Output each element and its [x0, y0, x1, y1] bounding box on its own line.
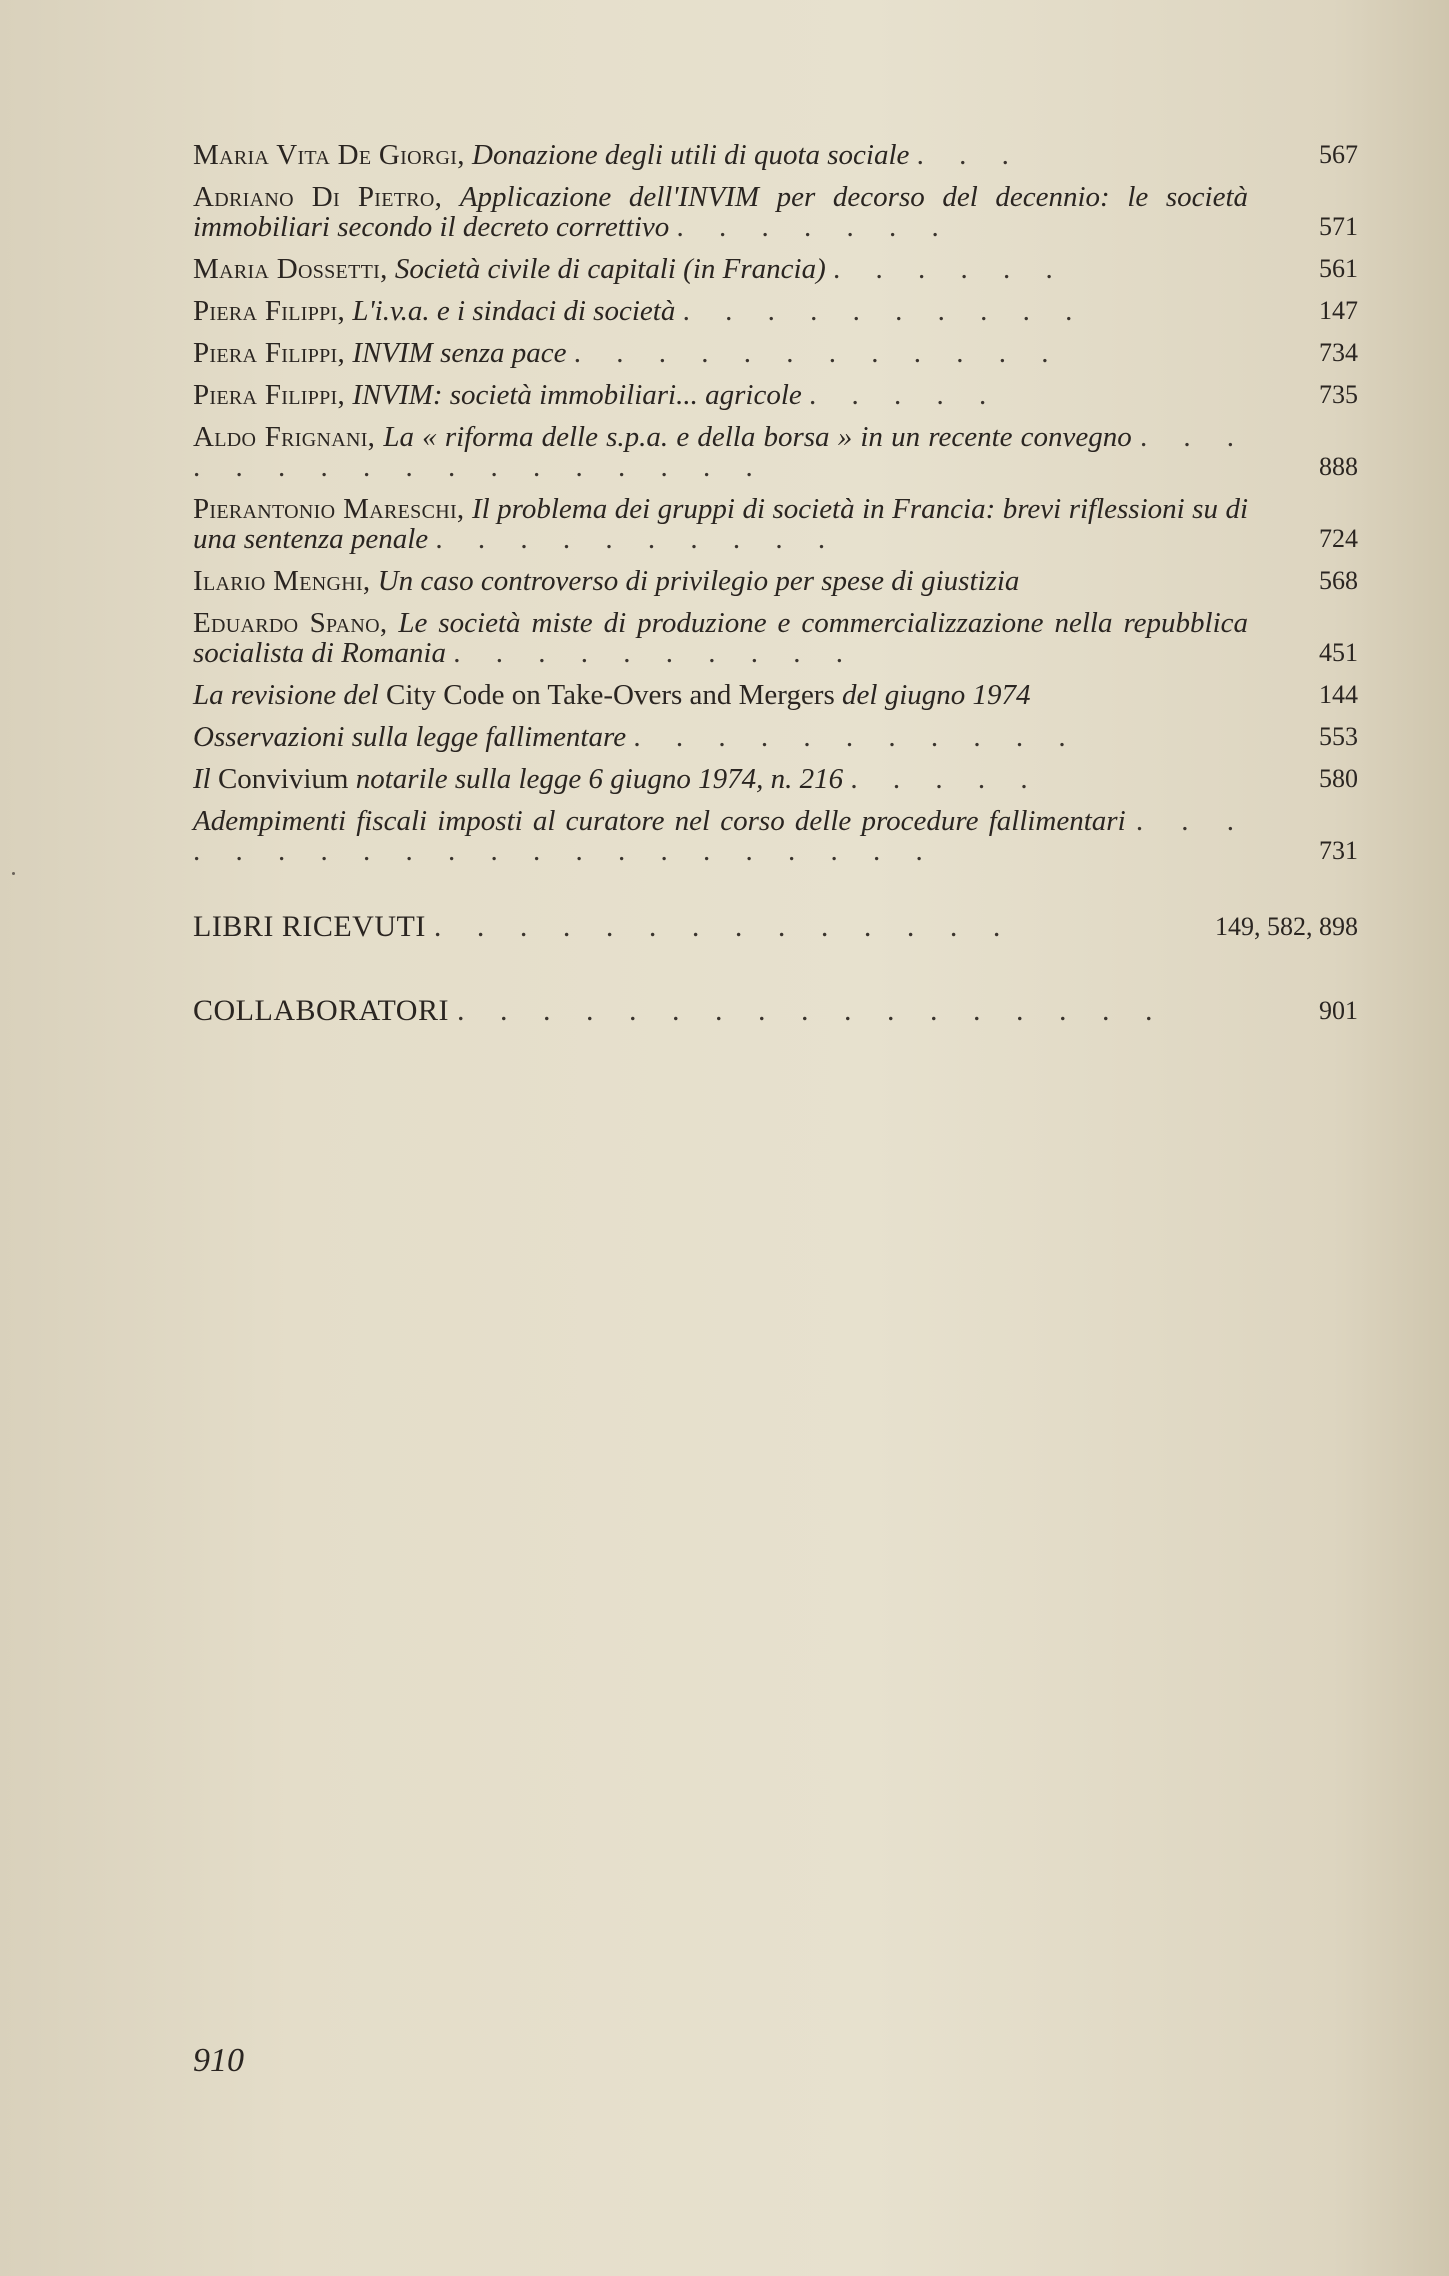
index-entry — [193, 296, 1358, 326]
page-number: 734 — [1319, 338, 1358, 367]
index-list — [193, 140, 1358, 1026]
section-libri-ricevuti — [193, 912, 1358, 942]
index-entry — [193, 608, 1358, 668]
dot-leader: . . . . . . . . . . . . — [573, 337, 1063, 369]
entry-author: Maria Dossetti, — [193, 253, 388, 285]
dot-leader: . . . . . . . — [676, 211, 953, 243]
page-number: 567 — [1319, 140, 1358, 169]
entry-title: Donazione degli utili di quota sociale — [472, 139, 910, 171]
entry-title: L'i.v.a. e i sindaci di società — [352, 295, 676, 327]
entry-title: Il problema dei gruppi di società in Francia: brevi riflessioni su di una sentenza penale — [193, 493, 1249, 555]
entry-title-roman: City Code on Take-Overs and Mergers — [386, 679, 835, 711]
index-entry — [193, 680, 1358, 710]
page-number: 571 — [1319, 212, 1358, 241]
dot-leader: . . . . . . . . . . . . . . — [433, 910, 1015, 943]
dot-leader: . . . . . . . . . . — [435, 523, 840, 555]
page-number: 735 — [1319, 380, 1358, 409]
entry-title: in un recente convegno — [860, 421, 1132, 453]
entry-author: Maria Vita De Giorgi, — [193, 139, 465, 171]
entry-author: Eduardo Spano, — [193, 607, 388, 639]
entry-author: Piera Filippi, — [193, 337, 346, 369]
page-number: 901 — [1319, 996, 1358, 1025]
entry-title: Applicazione dell'INVIM per decorso del decennio: le società immobiliari secondo il decreto correttivo — [193, 181, 1248, 243]
section-label: COLLABORATORI — [193, 994, 449, 1027]
entry-title: INVIM: società immobiliari... agricole — [352, 379, 802, 411]
dot-leader: . . . . . . . . . . . . . . . . . . . . . — [193, 805, 1249, 867]
dot-leader: . . . . . . . . . . . — [633, 721, 1080, 753]
section-collaboratori — [193, 996, 1358, 1026]
index-entry — [193, 494, 1358, 554]
page-number: 731 — [1319, 836, 1358, 865]
entry-title: Osservazioni sulla legge fallimentare — [193, 721, 627, 753]
entry-author: Aldo Frignani, — [193, 421, 376, 453]
entry-title: del giugno 1974 — [842, 679, 1031, 711]
entry-author: Piera Filippi, — [193, 379, 346, 411]
dot-leader: . . . — [916, 139, 1023, 171]
dot-leader: . . . . . — [809, 379, 1001, 411]
dot-leader: . . . . . — [850, 763, 1042, 795]
page-number: 888 — [1319, 452, 1358, 481]
page-numbers: 149, 582, 898 — [1215, 912, 1358, 941]
section-label: LIBRI RICEVUTI — [193, 910, 426, 943]
dot-leader: . . . . . . — [832, 253, 1067, 285]
page-number: 568 — [1319, 566, 1358, 595]
index-entry — [193, 764, 1358, 794]
entry-title: notarile sulla legge 6 giugno 1974, n. 216 — [355, 763, 844, 795]
index-entry — [193, 380, 1358, 410]
index-entry — [193, 338, 1358, 368]
entry-title: Il — [193, 763, 211, 795]
page-number: 561 — [1319, 254, 1358, 283]
entry-title: INVIM senza pace — [352, 337, 567, 369]
page-number: 724 — [1319, 524, 1358, 553]
entry-title: Un caso controverso di privilegio per spese di giustizia — [377, 565, 1020, 597]
dot-leader: . . . . . . . . . . . . . . . . . — [456, 994, 1167, 1027]
index-entry — [193, 566, 1358, 596]
folio-page-number: 910 — [193, 2042, 244, 2079]
entry-title: Le società miste di produzione e commercializzazione nella repubblica socialista di Romania — [193, 607, 1249, 669]
index-entry — [193, 722, 1358, 752]
index-entry — [193, 140, 1358, 170]
index-entry — [193, 806, 1358, 866]
entry-title-roman: Convivium — [217, 763, 349, 795]
index-entry — [193, 254, 1358, 284]
dot-leader: . . . . . . . . . . — [453, 637, 857, 669]
index-entry — [193, 182, 1358, 242]
entry-title: Adempimenti fiscali imposti al curatore nel corso delle procedure fallimentari — [193, 805, 1126, 837]
page-number: 144 — [1319, 680, 1358, 709]
entry-title: La — [383, 421, 415, 453]
paper-speck — [12, 872, 15, 875]
page-number: 580 — [1319, 764, 1358, 793]
dot-leader: . . . . . . . . . . . . . . . . . — [193, 421, 1248, 483]
entry-author: Adriano Di Pietro, — [193, 181, 443, 213]
page-number: 553 — [1319, 722, 1358, 751]
entry-author: Ilario Menghi, — [193, 565, 371, 597]
index-entry — [193, 422, 1358, 482]
page-number: 147 — [1319, 296, 1358, 325]
entry-author: Piera Filippi, — [193, 295, 346, 327]
entry-title: Società civile di capitali (in Francia) — [394, 253, 826, 285]
entry-title: La revisione del — [193, 679, 379, 711]
dot-leader: . . . . . . . . . . — [682, 295, 1087, 327]
page-number: 451 — [1319, 638, 1358, 667]
entry-title-quote: « riforma delle s.p.a. e della borsa » — [422, 421, 853, 453]
entry-author: Pierantonio Mareschi, — [193, 493, 465, 525]
